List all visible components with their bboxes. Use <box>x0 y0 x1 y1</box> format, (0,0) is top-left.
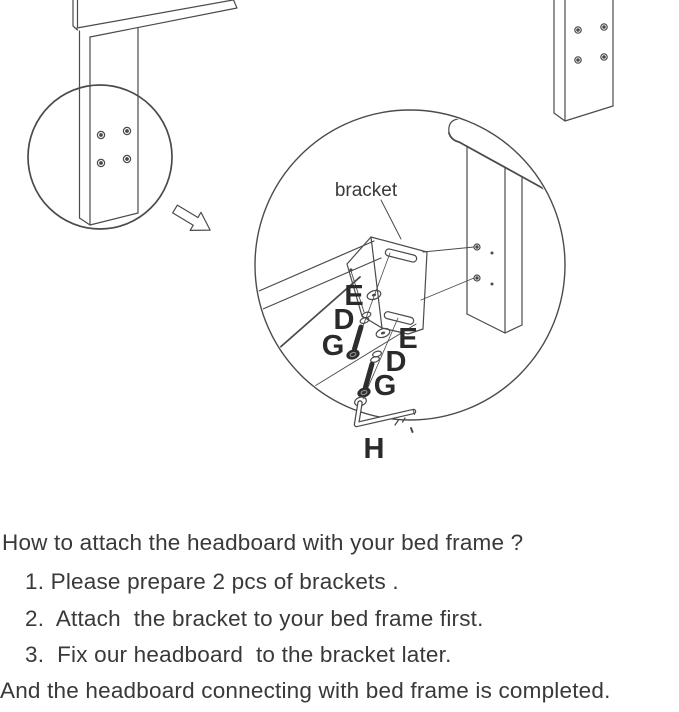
allen-key-label: H <box>363 433 385 465</box>
bracket-label: bracket <box>334 180 398 201</box>
headboard-panel-edge-2 <box>90 0 237 37</box>
spring-washer-icon <box>370 350 382 363</box>
detail-circle <box>255 110 565 420</box>
leader-line-lower <box>421 278 474 300</box>
leg-bottom <box>554 106 613 121</box>
zoom-arrow-icon <box>170 200 216 239</box>
bracket-assembly <box>322 180 474 465</box>
bolt-label-1: G <box>321 330 345 362</box>
magnifier-circle <box>28 85 172 229</box>
washer-icon <box>366 289 382 301</box>
bolt-icon <box>356 364 372 399</box>
bed-frame-leg-top-right <box>554 0 613 121</box>
bracket-slot-upper <box>385 248 418 263</box>
bracket-label-leader <box>381 200 401 239</box>
headboard-leg-holes <box>97 127 130 166</box>
spring-washer-label-2: D <box>385 346 407 378</box>
leader-line-upper <box>423 247 474 252</box>
instruction-conclusion: And the headboard connecting with bed frame is completed. <box>0 678 611 703</box>
leg-bottom <box>467 314 522 333</box>
headboard-corner-drawing <box>28 0 237 239</box>
washer-icon <box>375 327 391 339</box>
leg-holes <box>474 244 494 286</box>
instruction-step-2: 2. Attach the bracket to your bed frame first. <box>25 606 484 631</box>
instruction-step-1: 1. Please prepare 2 pcs of brackets . <box>25 569 399 594</box>
washer-label-1: E <box>344 280 364 312</box>
rail-bottom-edge <box>449 133 546 190</box>
instructions-title: How to attach the headboard with your bed frame ? <box>2 530 524 555</box>
headboard-back-post-edge <box>73 0 78 30</box>
spring-washer-label-1: D <box>333 304 355 336</box>
washer-label-2: E <box>398 323 418 355</box>
bolt-label-2: G <box>373 370 397 402</box>
bed-frame-leg-holes <box>575 24 607 63</box>
bed-frame-corner <box>449 119 562 333</box>
instruction-step-3: 3. Fix our headboard to the bracket later. <box>25 642 452 667</box>
